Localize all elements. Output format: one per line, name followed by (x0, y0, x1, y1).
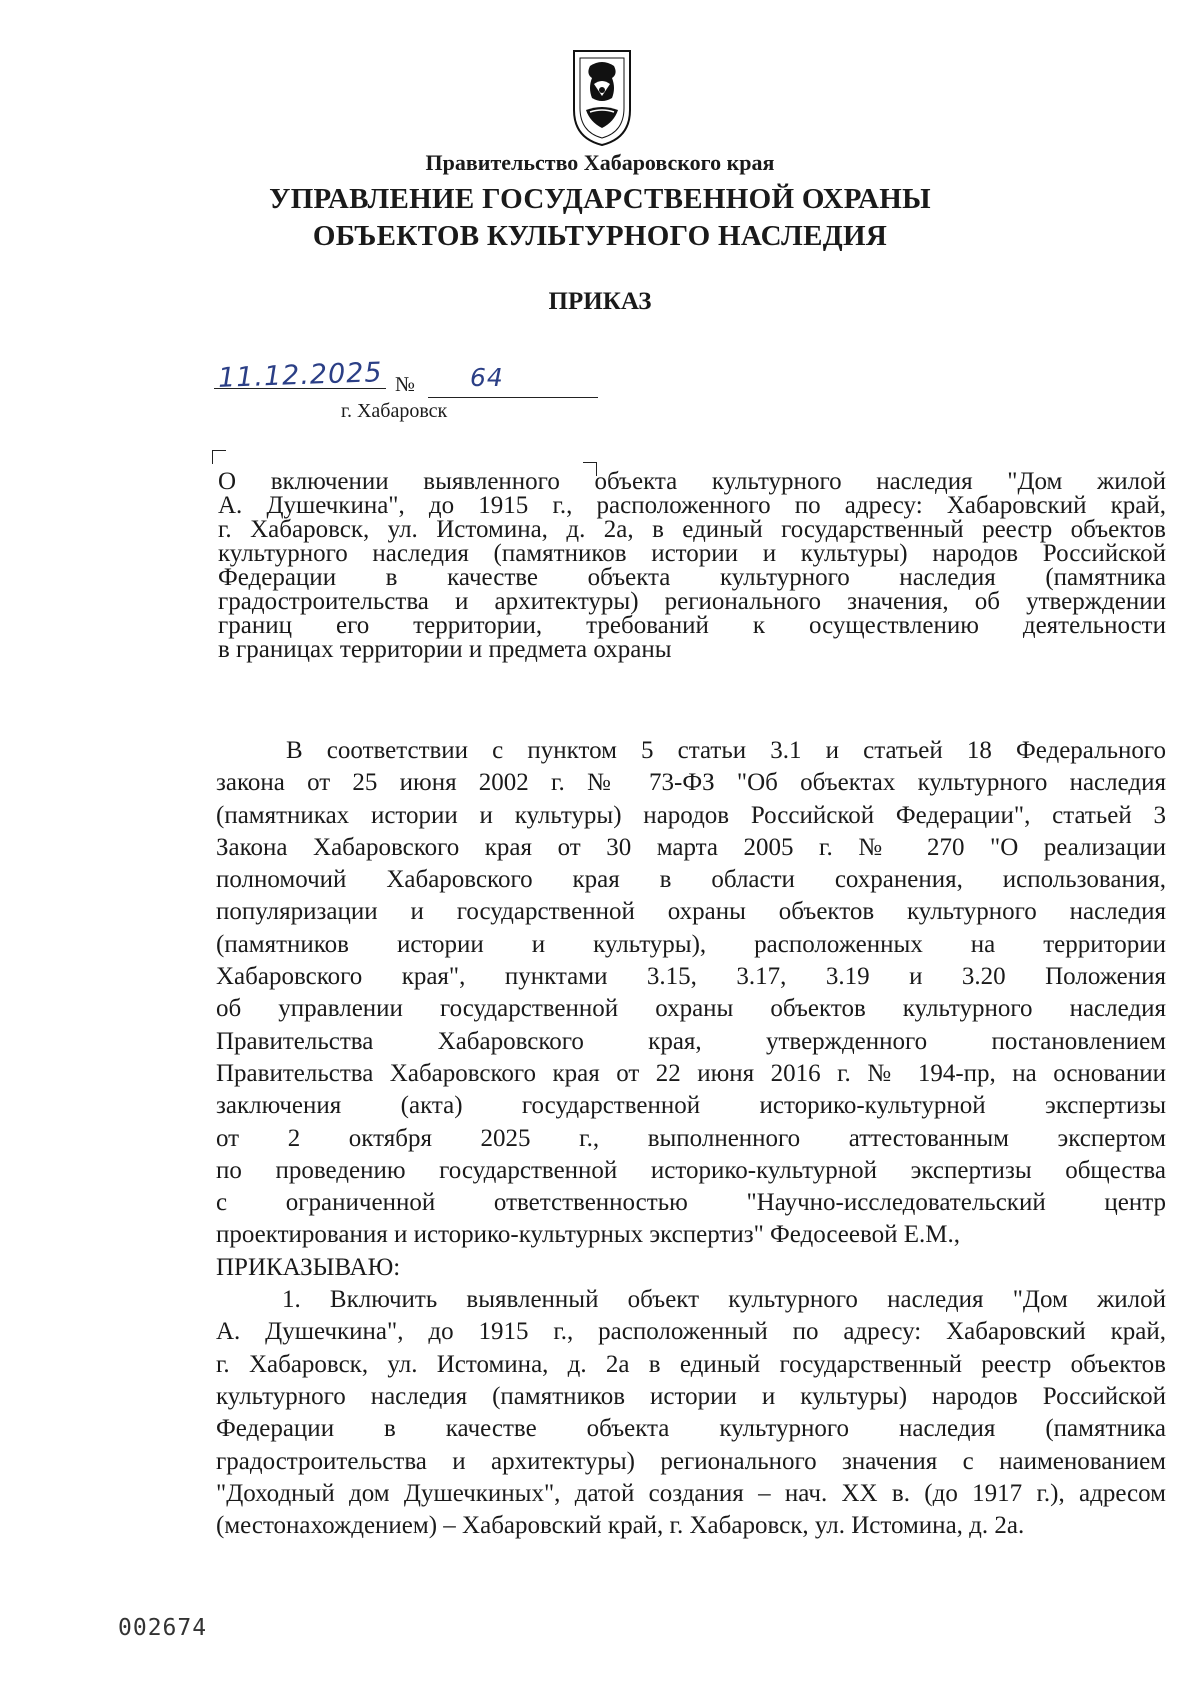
preamble-line: с ограниченной ответственностью "Научно-исследовательский центр (216, 1189, 1166, 1217)
preamble-line: заключения (акта) государственной историко-культурной экспертизы (216, 1092, 1166, 1120)
item1-line: градостроительства и архитектуры) регионального значения с наименованием (216, 1447, 1166, 1475)
subject-line: границ его территории, требований к осуществлению деятельности (218, 612, 1166, 639)
department-name-line1: УПРАВЛЕНИЕ ГОСУДАРСТВЕННОЙ ОХРАНЫ (269, 183, 931, 215)
coat-of-arms-icon (570, 48, 634, 148)
item1-line: (местонахождением) – Хабаровский край, г. Хабаровск, ул. Истомина, д. 2а. (216, 1512, 1025, 1540)
preamble-line: (памятников истории и культуры), расположенных на территории (216, 930, 1166, 958)
government-name: Правительство Хабаровского края (425, 150, 775, 175)
preamble-line: закона от 25 июня 2002 г. № 73-ФЗ "Об объектах культурного наследия (216, 769, 1166, 797)
preamble-line: Закона Хабаровского края от 30 марта 2005 г. № 270 "О реализации (216, 833, 1166, 861)
date-underline (214, 388, 386, 389)
city-label: г. Хабаровск (341, 400, 448, 422)
preamble-line: Правительства Хабаровского края от 22 июня 2016 г. № 194-пр, на основании (216, 1059, 1166, 1087)
preamble-line: Правительства Хабаровского края, утвержденного постановлением (216, 1027, 1166, 1055)
order-subject (218, 470, 1166, 662)
subject-line: О включении выявленного объекта культурного наследия "Дом жилой (218, 468, 1166, 495)
item1-line: А. Душечкина", до 1915 г., расположенный по адресу: Хабаровский край, (216, 1318, 1166, 1346)
preamble-line: полномочий Хабаровского края в области сохранения, использования, (216, 866, 1166, 894)
item1-line: Федерации в качестве объекта культурного наследия (памятника (216, 1415, 1166, 1443)
item1-line: культурного наследия (памятников истории и культуры) народов Российской (216, 1382, 1166, 1410)
preamble-line: (памятниках истории и культуры) народов Российской Федерации", статьей 3 (216, 801, 1166, 829)
preamble-line: об управлении государственной охраны объектов культурного наследия (216, 995, 1166, 1023)
number-underline (428, 397, 598, 398)
preamble-line: по проведению государственной историко-культурной экспертизы общества (216, 1156, 1166, 1184)
item1-line: "Доходный дом Душечкиных", датой создания – нач. XX в. (до 1917 г.), адресом (216, 1479, 1166, 1507)
item1-line: 1. Включить выявленный объект культурного наследия "Дом жилой (282, 1286, 1166, 1314)
department-name-line2: ОБЪЕКТОВ КУЛЬТУРНОГО НАСЛЕДИЯ (312, 220, 888, 252)
document-type-title: ПРИКАЗ (548, 288, 652, 315)
preamble-line: популяризации и государственной охраны объектов культурного наследия (216, 898, 1166, 926)
preamble-line: от 2 октября 2025 г., выполненного аттестованным экспертом (216, 1124, 1166, 1152)
subject-line: г. Хабаровск, ул. Истомина, д. 2а, в единый государственный реестр объектов (218, 516, 1166, 543)
order-body (216, 735, 1166, 1542)
subject-line: градостроительства и архитектуры) регионального значения, об утверждении (218, 588, 1166, 615)
subject-line: Федерации в качестве объекта культурного наследия (памятника (218, 564, 1166, 591)
handwritten-number: 64 (470, 363, 504, 392)
serial-number: 002674 (118, 1615, 208, 1641)
subject-line: культурного наследия (памятников истории и культуры) народов Российской (218, 540, 1166, 567)
subject-line: А. Душечкина", до 1915 г., расположенного по адресу: Хабаровский край, (218, 492, 1166, 519)
handwritten-date: 11.12.2025 (217, 357, 384, 394)
orders-word: ПРИКАЗЫВАЮ: (216, 1253, 401, 1281)
preamble-line: В соответствии с пунктом 5 статьи 3.1 и статьей 18 Федерального (286, 737, 1166, 764)
number-sign: № (395, 372, 416, 396)
preamble-line: Хабаровского края", пунктами 3.15, 3.17, 3.19 и 3.20 Положения (216, 963, 1166, 991)
preamble-line: проектирования и историко-культурных экспертиз" Федосеевой Е.М., (216, 1221, 960, 1249)
item1-line: г. Хабаровск, ул. Истомина, д. 2а в единый государственный реестр объектов (216, 1350, 1166, 1378)
subject-bracket-left (212, 450, 226, 464)
subject-line: в границах территории и предмета охраны (218, 636, 672, 663)
